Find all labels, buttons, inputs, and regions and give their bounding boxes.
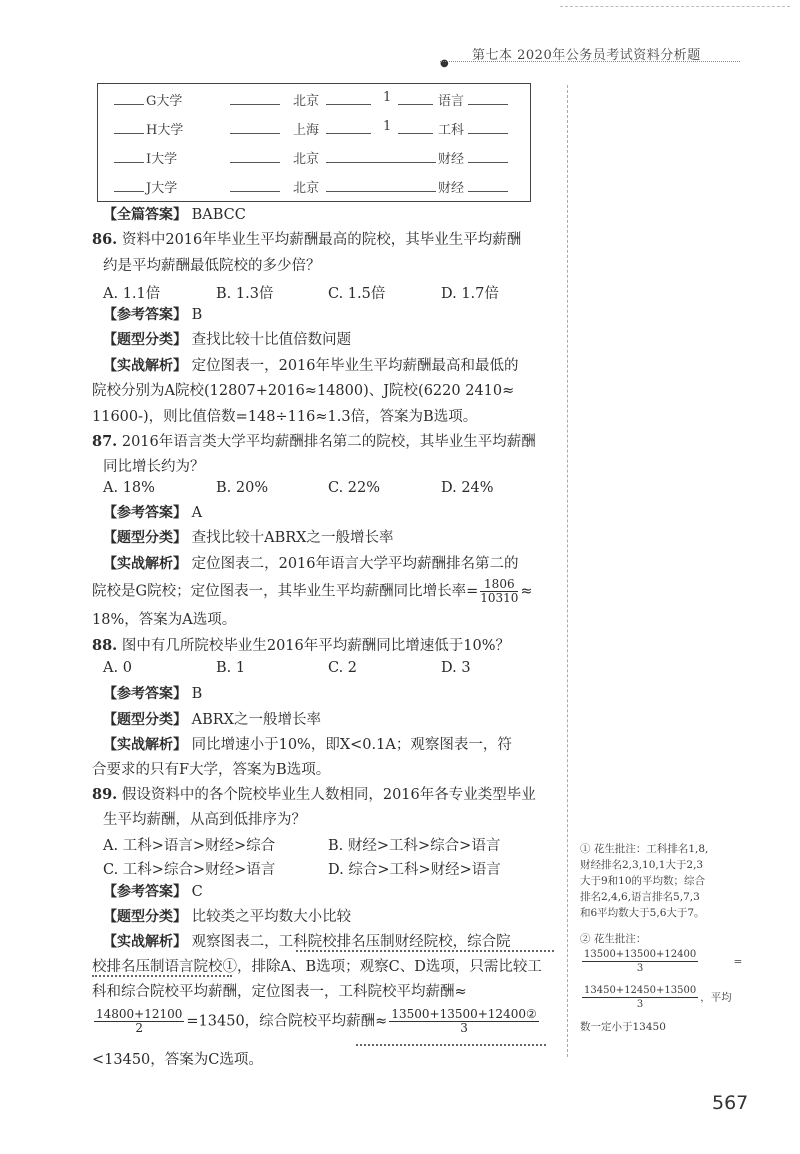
side-note-fraction: $\frac{13450+12450+13500}{3}$ [584,985,697,1010]
side-note-1-label: ① 花生批注：工科排名1,8, [580,843,709,855]
q86-stem-line2: 约是平均薪酬最低院校的多少倍？ [103,258,321,274]
comprehensive-average-fraction: $\frac{\text{13500+13500+12400②}}{3}$ [391,1007,537,1035]
table-row [98,142,530,171]
side-note-2-line3: 数一定小于13450 [580,1021,666,1033]
side-note-fraction: $\frac{13500+13500+12400}{3}$ [584,949,697,974]
q87-option-d[interactable]: D. 24% [441,480,494,496]
header-rule [440,61,740,62]
table-row [98,84,530,113]
q89-stem-line1: 89. 假设资料中的各个院校毕业生人数相同，2016年各专业类型毕业 [92,786,536,803]
school-cell: J大学 [146,181,178,196]
wavy-underline [356,1044,546,1046]
q89-analysis-line1: 【实战解析】 观察图表二，工科院校排名压制财经院校，综合院 [103,934,511,950]
city-cell: 北京 [293,152,320,167]
q89-answer: 【参考答案】 C [103,884,203,900]
mark-cell: 1 [383,90,392,105]
school-cell: H大学 [146,123,184,138]
q88-type: 【题型分类】 ABRX之一般增长率 [103,712,321,728]
school-cell: I大学 [146,152,178,167]
q89-option-b[interactable]: B. 财经>工科>综合>语言 [328,838,501,854]
side-note-1-line: 和6平均数大于5,6大于7。 [580,907,705,919]
q88-stem-line1: 88. 图中有几所院校毕业生2016年平均薪酬同比增速低于10%？ [92,637,510,654]
q87-answer: 【参考答案】 A [103,505,203,521]
q86-option-d[interactable]: D. 1.7倍 [441,286,499,302]
side-note-2-line2: $\frac{13450+12450+13500}{3}$ ，平均 [584,985,732,1010]
full-answer: 【全篇答案】 BABCC [103,207,246,223]
q87-option-a[interactable]: A. 18% [103,480,155,496]
q86-option-a[interactable]: A. 1.1倍 [103,286,161,302]
header-bullet-icon: ● [440,58,449,69]
side-note-1-line: 排名2,4,6,语言排名5,7,3 [580,891,700,903]
type-cell: 财经 [438,181,465,196]
page-number: 567 [712,1092,749,1114]
running-header: 第七本 2020年公务员考试资料分析题 [472,48,701,63]
city-cell: 上海 [293,123,320,138]
q87-type: 【题型分类】 查找比较十ABRX之一般增长率 [103,530,394,546]
column-divider [567,85,568,1057]
q88-options [0,660,560,680]
type-cell: 财经 [438,152,465,167]
q88-option-d[interactable]: D. 3 [441,660,471,676]
q86-analysis-line2: 院校分别为A院校(12807+2016≈14800)、J院校(6220 2410≈ [92,383,515,399]
q88-analysis-line1: 【实战解析】 同比增速小于10%，即X<0.1A；观察图表一，符 [103,737,512,753]
q86-option-b[interactable]: B. 1.3倍 [216,286,274,302]
q87-option-b[interactable]: B. 20% [216,480,269,496]
q86-options [0,282,560,302]
q86-answer: 【参考答案】 B [103,307,203,323]
q87-stem-line1: 87. 2016年语言类大学平均薪酬排名第二的院校，其毕业生平均薪酬 [92,433,536,450]
q88-option-b[interactable]: B. 1 [216,660,246,676]
q89-type: 【题型分类】 比较类之平均数大小比较 [103,909,352,925]
q89-analysis-line4: $\frac{14800+12100}{2}$ =13450，综合院校平均薪酬≈ $\frac{\text{13500+13500+12400②}}{3}$ [96,1007,537,1035]
school-table [97,83,531,202]
q88-answer: 【参考答案】 B [103,686,203,702]
q86-option-c[interactable]: C. 1.5倍 [328,286,386,302]
q89-option-c[interactable]: C. 工科>综合>财经>语言 [103,862,276,878]
q86-stem-line1: 86. 资料中2016年毕业生平均薪酬最高的院校，其毕业生平均薪酬 [92,231,522,248]
school-cell: G大学 [146,94,183,109]
q87-analysis-line3: 18%，答案为A选项。 [92,612,237,628]
q86-analysis-line3: 11600-)，则比值倍数=148÷116≈1.3倍，答案为B选项。 [92,409,478,425]
wavy-underline [92,975,232,977]
side-note-1-line: 财经排名2,3,10,1大于2,3 [580,859,704,871]
city-cell: 北京 [293,181,320,196]
side-note-2-label: ② 花生批注： [580,933,647,945]
table-row [98,171,530,200]
q88-option-c[interactable]: C. 2 [328,660,358,676]
engineering-average-fraction: $\frac{14800+12100}{2}$ [96,1007,183,1035]
q88-analysis-line2: 合要求的只有F大学，答案为B选项。 [92,762,331,778]
q87-options [0,480,560,500]
city-cell: 北京 [293,94,320,109]
type-cell: 工科 [438,123,465,138]
q89-option-a[interactable]: A. 工科>语言>财经>综合 [103,838,276,854]
header-top-rule [560,6,790,7]
q89-analysis-line5: <13450，答案为C选项。 [92,1052,263,1068]
q87-option-c[interactable]: C. 22% [328,480,381,496]
q87-analysis-line2: 院校是G院校；定位图表一，其毕业生平均薪酬同比增长率= $\frac{1806}{10310}$ ≈ [92,577,533,605]
q89-stem-line2: 生平均薪酬，从高到低排序为？ [103,812,306,828]
q88-option-a[interactable]: A. 0 [103,660,132,676]
q89-analysis-line3: 科和综合院校平均薪酬，定位图表一，工科院校平均薪酬≈ [92,984,467,1000]
q89-analysis-line2: 校排名压制语言院校①，排除A、B选项；观察C、D选项，只需比较工 [92,959,542,975]
type-cell: 语言 [438,94,465,109]
q89-option-d[interactable]: D. 综合>工科>财经>语言 [328,862,501,878]
table-row [98,113,530,142]
q87-stem-line2: 同比增长约为？ [103,459,205,475]
q86-type: 【题型分类】 查找比较十比值倍数问题 [103,332,352,348]
side-note-1-line: 大于9和10的平均数；综合 [580,875,706,887]
q86-analysis-line1: 【实战解析】 定位图表一，2016年毕业生平均薪酬最高和最低的 [103,358,519,374]
wavy-underline [296,950,554,952]
q87-analysis-line1: 【实战解析】 定位图表二，2016年语言大学平均薪酬排名第二的 [103,556,519,572]
mark-cell: 1 [383,119,392,134]
q89-options-row1 [0,834,560,854]
q89-options-row2 [0,858,560,878]
side-note-2-line1: $\frac{13500+13500+12400}{3}$ = [584,949,743,974]
growth-fraction: $\frac{1806}{10310}$ [480,577,519,605]
